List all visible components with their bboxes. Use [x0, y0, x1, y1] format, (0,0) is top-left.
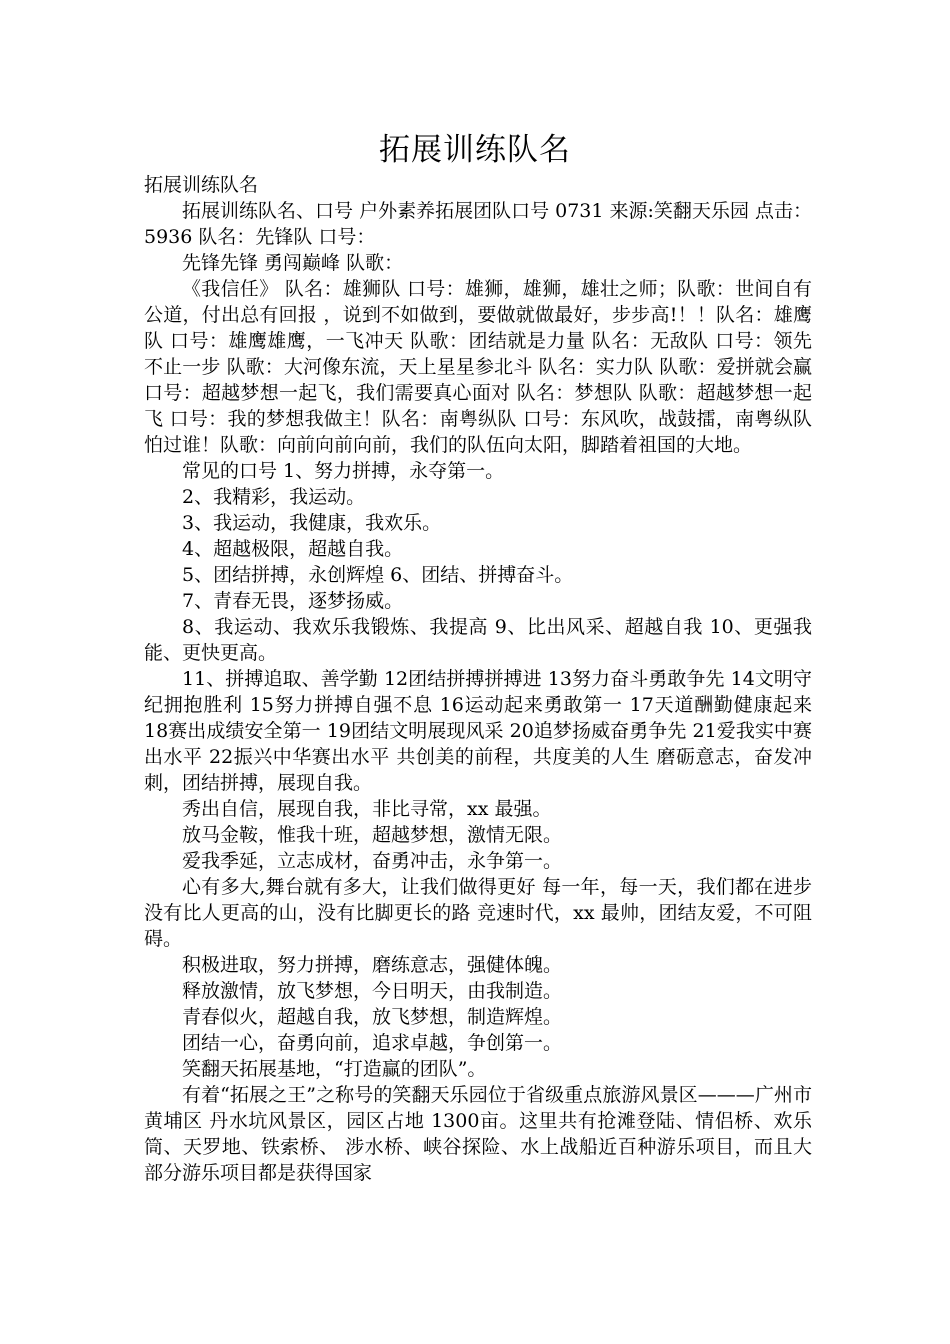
slogan-item: 3、我运动，我健康，我欢乐。 — [182, 512, 442, 534]
slogan-item: 11、拼搏追取、善学勤 12团结拼搏拼搏进 13努力奋斗勇敢争先 14文明守纪拥抱胜利 15努力拼搏自强不息 16运动起来勇敢第一 17天道酬勤健康起来 18赛出成绩安全第一 19团结文明展现风采 20追梦扬威奋勇争先 21爱我实中赛出水平 22振兴中华赛出水平 共创美的前程，共度美的人生 磨砺意志，奋发冲刺，团结拼搏，展现自我。 — [144, 668, 812, 794]
slogan-item: 2、我精彩，我运动。 — [182, 486, 366, 508]
slogan-item: 8、我运动、我欢乐我锻炼、我提高 9、比出风采、超越自我 10、更强我能、更快更高。 — [144, 616, 812, 664]
paragraph-source: 拓展训练队名、口号 户外素养拓展团队口号 0731 来源:笑翻天乐园 点击：5936 队名：先锋队 口号： — [144, 200, 812, 248]
slogan-item: 团结一心，奋勇向前，追求卓越，争创第一。 — [182, 1032, 563, 1054]
slogan-item: 4、超越极限，超越自我。 — [182, 538, 404, 560]
slogan-item: 放马金鞍，惟我十班，超越梦想，激情无限。 — [182, 824, 563, 846]
paragraph-base: 笑翻天拓展基地，“打造赢的团队”。 — [182, 1058, 487, 1080]
slogan-item: 释放激情，放飞梦想，今日明天，由我制造。 — [182, 980, 563, 1002]
document-title: 拓展训练队名 — [379, 132, 571, 168]
slogan-item: 常见的口号 1、努力拼搏，永夺第一。 — [182, 460, 505, 482]
slogan-item: 7、青春无畏，逐梦扬威。 — [182, 590, 404, 612]
paragraph-park-intro: 有着“拓展之王”之称号的笑翻天乐园位于省级重点旅游风景区———广州市黄埔区 丹水坑风景区，园区占地 1300亩。这里共有抢滩登陆、情侣桥、欢乐筒、天罗地、铁索桥、 涉水桥、峡谷探险、水上战船近百种游乐项目，而且大部分游乐项目都是获得国家 — [144, 1084, 812, 1184]
document-subtitle: 拓展训练队名 — [144, 174, 259, 196]
slogan-item: 心有多大,舞台就有多大，让我们做得更好 每一年，每一天，我们都在进步 没有比人更高的山，没有比脚更长的路 竞速时代，xx 最帅，团结友爱，不可阻碍。 — [144, 876, 812, 950]
paragraph-team-names: 《我信任》 队名：雄狮队 口号：雄狮，雄狮，雄壮之师；队歌：世间自有公道，付出总有回报 ，说到不如做到，要做就做最好，步步高!！！队名：雄鹰队 口号：雄鹰雄鹰，一飞冲天 队歌：团结就是力量 队名：无敌队 口号：领先不止一步 队歌：大河像东流，天上星星参北斗 队名：实力队 队歌：爱拼就会赢 口号：超越梦想一起飞，我们需要真心面对 队名：梦想队 队歌：超越梦想一起飞 口号：我的梦想我做主！队名：南粤纵队 口号：东风吹，战鼓擂，南粤纵队怕过谁！队歌：向前向前向前，我们的队伍向太阳，脚踏着祖国的大地。 — [144, 278, 812, 456]
document-body — [144, 172, 812, 1186]
slogan-item: 积极进取，努力拼搏，磨练意志，强健体魄。 — [182, 954, 563, 976]
slogan-item: 5、团结拼搏，永创辉煌 6、团结、拼搏奋斗。 — [182, 564, 574, 586]
slogan-item: 青春似火，超越自我，放飞梦想，制造辉煌。 — [182, 1006, 563, 1028]
slogan-item: 爱我季延，立志成材，奋勇冲击，永争第一。 — [182, 850, 563, 872]
paragraph-pioneer: 先锋先锋 勇闯巅峰 队歌： — [182, 252, 404, 274]
slogan-item: 秀出自信，展现自我，非比寻常，xx 最强。 — [182, 798, 552, 820]
